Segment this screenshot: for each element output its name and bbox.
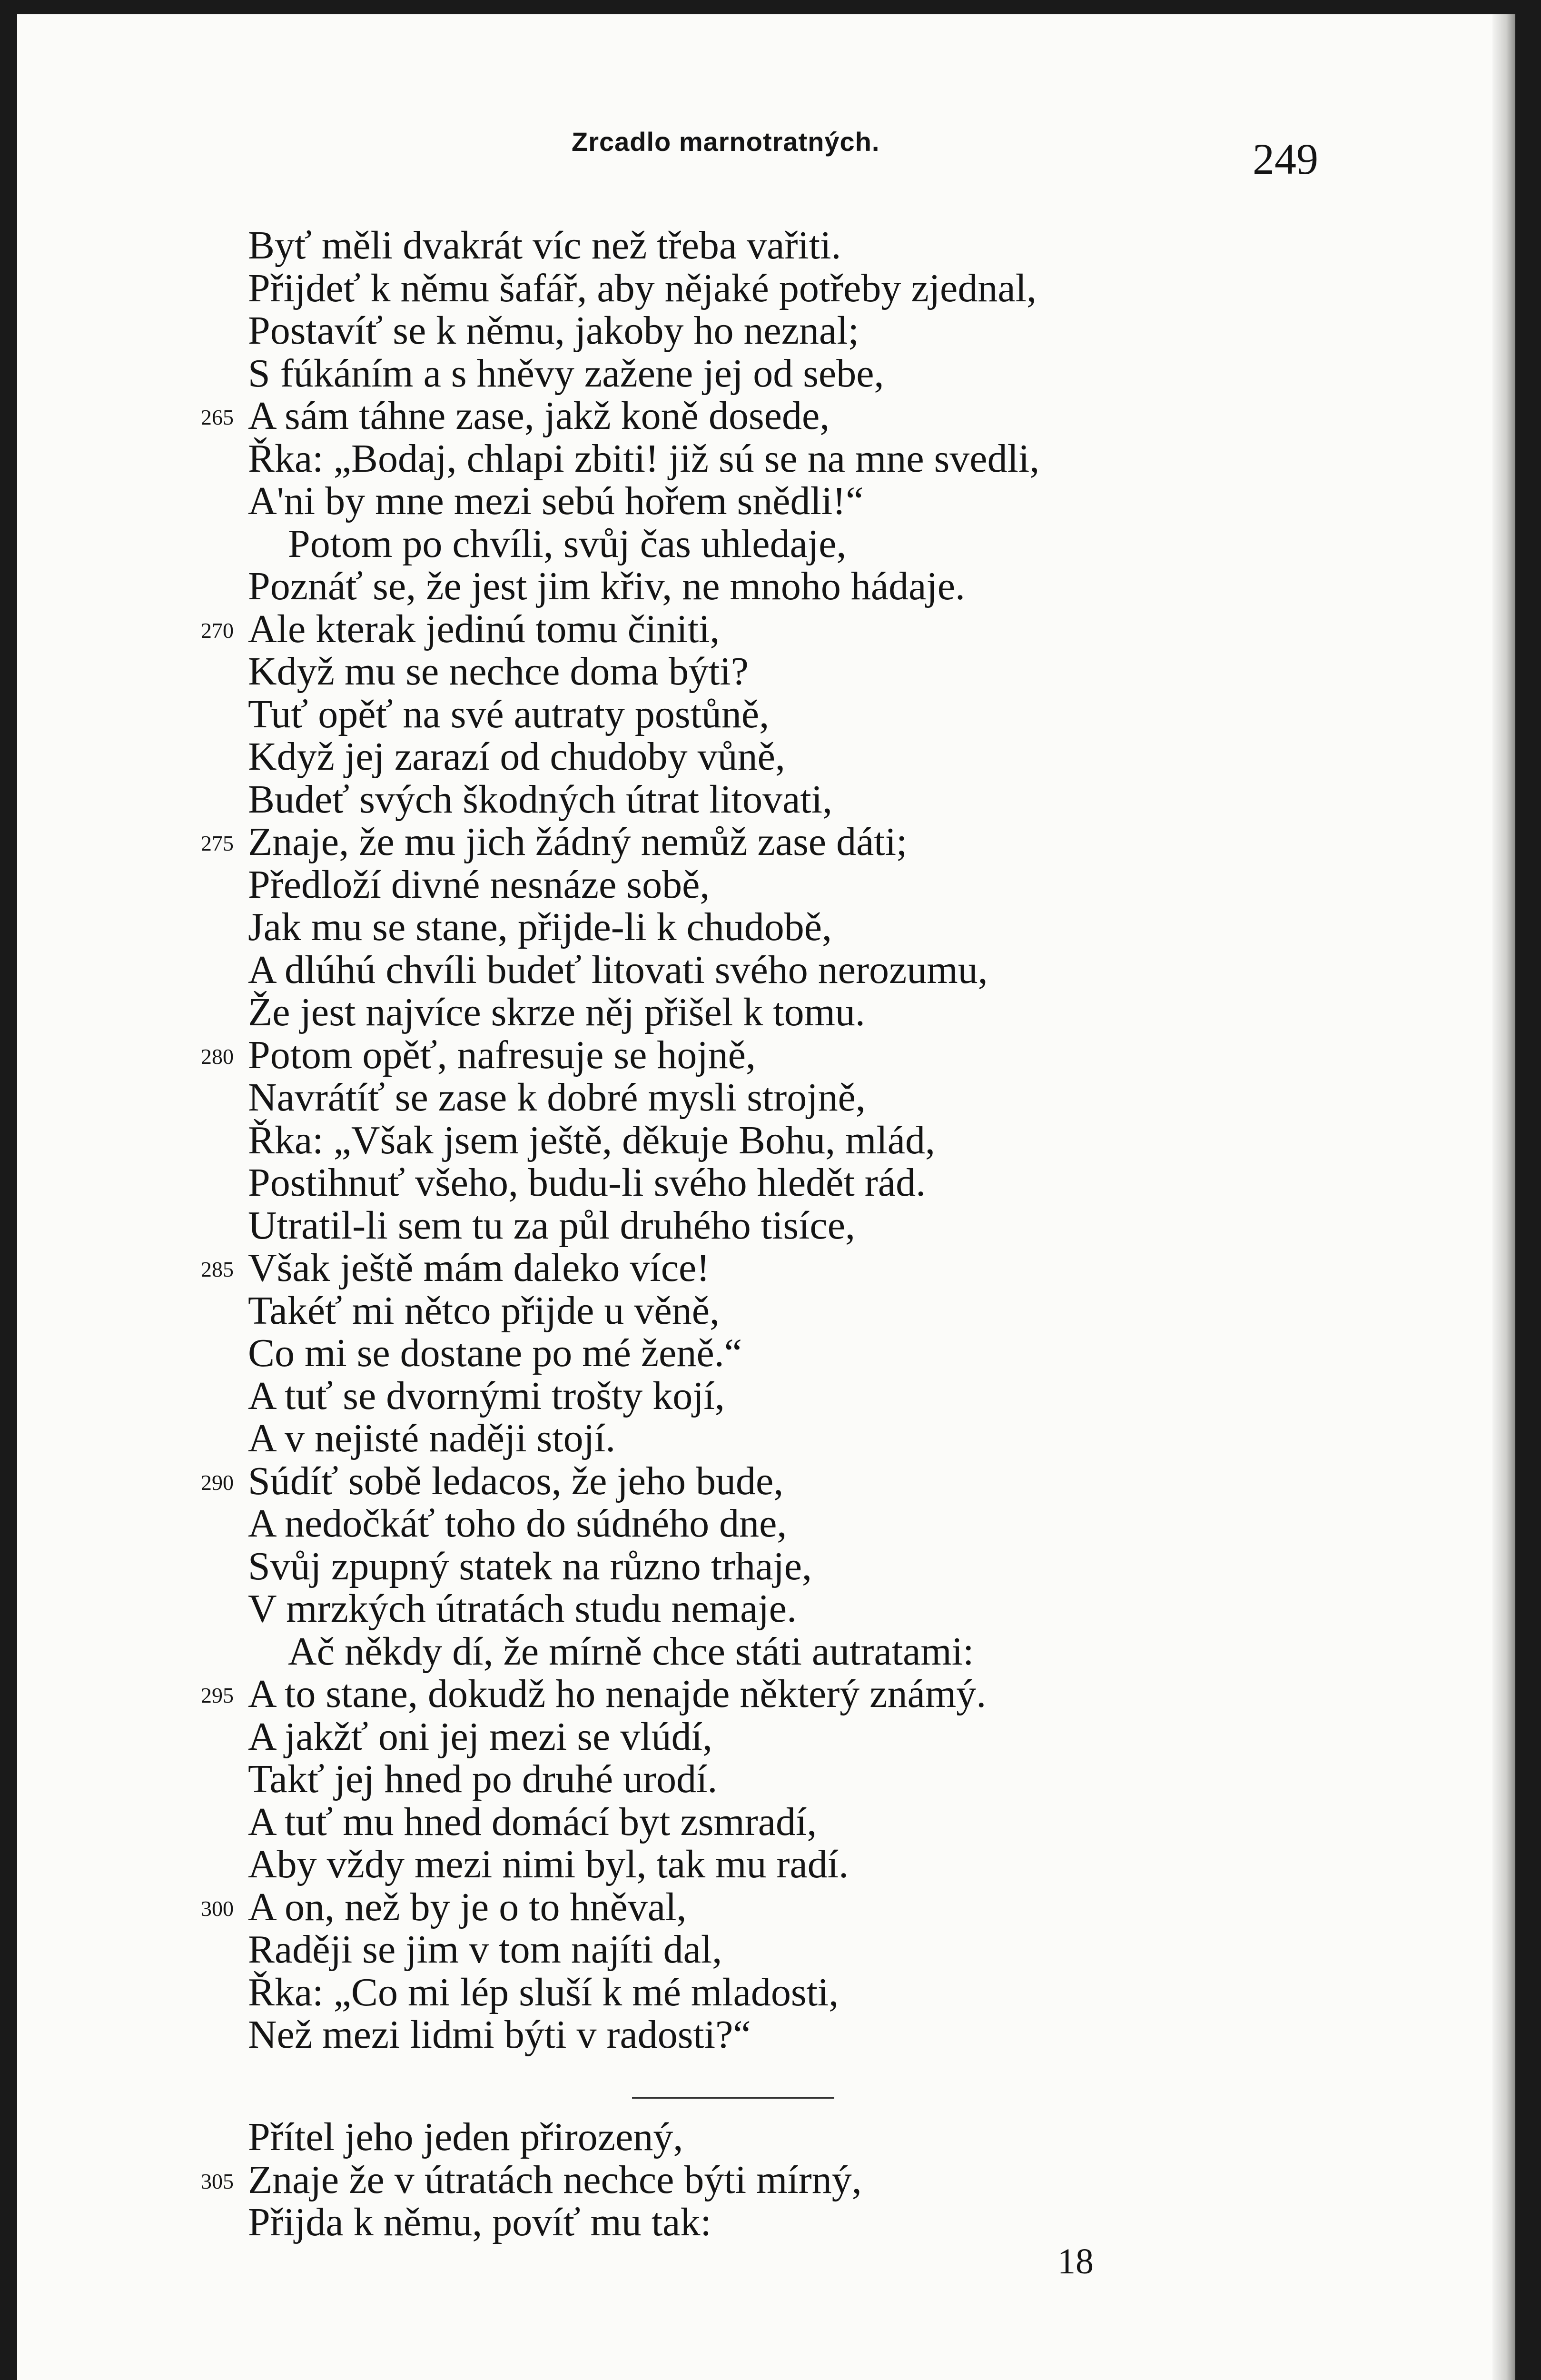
verse-line	[17, 224, 1515, 267]
verse-line	[17, 1843, 1515, 1886]
verse-line	[17, 2201, 1515, 2244]
verse-line	[17, 650, 1515, 693]
verse-line	[17, 991, 1515, 1034]
verse-text: Budeť svých škodných útrat litovati,	[248, 777, 833, 822]
verse-line	[17, 1034, 1515, 1077]
verse-line	[17, 1886, 1515, 1929]
running-header: Zrcadlo marnotratných.	[572, 127, 880, 157]
verse-text: A sám táhne zase, jakž koně dosede,	[248, 394, 830, 438]
verse-text: Aby vždy mezi nimi byl, tak mu radí.	[248, 1842, 849, 1886]
verse-line	[17, 1502, 1515, 1545]
verse-line	[17, 693, 1515, 736]
verse-text: A on, než by je o to hněval,	[248, 1884, 687, 1929]
verse-line	[17, 1076, 1515, 1119]
printer-signature: 18	[1057, 2241, 1094, 2281]
verse-line	[17, 523, 1515, 565]
verse-line	[17, 1247, 1515, 1289]
section-divider	[632, 2097, 834, 2099]
verse-text: Byť měli dvakrát víc než třeba vařiti.	[248, 223, 841, 268]
verse-text: V mrzkých útratách studu nemaje.	[248, 1587, 797, 1631]
verse-line	[17, 2116, 1515, 2159]
verse-text: Přijda k němu, povíť mu tak:	[248, 2200, 711, 2244]
verse-line	[17, 608, 1515, 651]
verse-text: Ale kterak jedinú tomu činiti,	[248, 606, 720, 651]
verse-line	[17, 1545, 1515, 1588]
line-number: 290	[201, 1470, 234, 1495]
verse-text: Než mezi lidmi býti v radosti?“	[248, 2013, 751, 2057]
verse-line	[17, 1119, 1515, 1162]
verse-text: Však ještě mám daleko více!	[248, 1246, 710, 1290]
verse-text: Postavíť se k němu, jakoby ho neznal;	[248, 308, 859, 353]
verse-line	[17, 906, 1515, 949]
verse-text: Jak mu se stane, přijde-li k chudobě,	[248, 905, 832, 949]
verse-text: Ač někdy dí, že mírně chce státi autratami:	[288, 1629, 974, 1674]
verse-line	[17, 437, 1515, 480]
verse-line	[17, 309, 1515, 352]
verse-line	[17, 1417, 1515, 1460]
verse-text: A nedočkáť toho do súdného dne,	[248, 1501, 787, 1546]
verse-text: Řka: „Co mi lép sluší k mé mladosti,	[248, 1970, 839, 2014]
verse-text: Že jest najvíce skrze něj přišel k tomu.	[248, 990, 865, 1034]
verse-text: Utratil-li sem tu za půl druhého tisíce,	[248, 1203, 855, 1248]
verse-text: Súdíť sobě ledacos, že jeho bude,	[248, 1458, 784, 1503]
line-number: 275	[201, 831, 234, 855]
verse-text: Svůj zpupný statek na různo trhaje,	[248, 1544, 812, 1588]
verse-line	[17, 1332, 1515, 1375]
verse-line	[17, 863, 1515, 906]
verse-line	[17, 949, 1515, 992]
verse-line	[17, 1758, 1515, 1801]
verse-text: A jakžť oni jej mezi se vlúdí,	[248, 1714, 713, 1759]
verse-text: A dlúhú chvíli budeť litovati svého nerozumu,	[248, 947, 988, 992]
book-page	[17, 14, 1515, 2380]
verse-text: Takéť mi nětco přijde u věně,	[248, 1288, 720, 1333]
verse-line	[17, 1971, 1515, 2014]
verse-text: Řka: „Však jsem ještě, děkuje Bohu, mlád,	[248, 1118, 936, 1162]
verse-text: Takť jej hned po druhé urodí.	[248, 1757, 718, 1801]
verse-text: Předloží divné nesnáze sobě,	[248, 862, 710, 907]
line-number: 295	[201, 1683, 234, 1707]
verse-text: Řka: „Bodaj, chlapi zbiti! již sú se na mne svedli,	[248, 436, 1040, 481]
verse-text: Znaje že v útratách nechce býti mírný,	[248, 2157, 862, 2202]
verse-line	[17, 1716, 1515, 1758]
verse-line	[17, 267, 1515, 310]
verse-text: Navrátíť se zase k dobré mysli strojně,	[248, 1075, 866, 1120]
verse-text: Když jej zarazí od chudoby vůně,	[248, 734, 785, 779]
verse-line	[17, 395, 1515, 437]
verse-line	[17, 1375, 1515, 1418]
verse-text: Potom opěť, nafresuje se hojně,	[248, 1032, 756, 1077]
line-number: 285	[201, 1257, 234, 1281]
verse-line	[17, 2013, 1515, 2056]
line-number: 270	[201, 618, 234, 643]
verse-line	[17, 565, 1515, 608]
verse-line	[17, 1204, 1515, 1247]
verse-line	[17, 778, 1515, 821]
verse-text: Znaje, že mu jich žádný nemůž zase dáti;	[248, 820, 908, 864]
verse-line	[17, 1801, 1515, 1844]
verse-line	[17, 352, 1515, 395]
verse-text: A v nejisté naději stojí.	[248, 1416, 616, 1460]
page-number: 249	[1253, 135, 1318, 183]
verse-text: A to stane, dokudž ho nenajde některý známý.	[248, 1672, 987, 1716]
verse-text: Potom po chvíli, svůj čas uhledaje,	[288, 521, 847, 566]
verse-text: Přijdeť k němu šafář, aby nějaké potřeby zjednal,	[248, 266, 1037, 310]
verse-text: A tuť mu hned domácí byt zsmradí,	[248, 1799, 817, 1844]
line-number: 265	[201, 405, 234, 429]
verse-text: S fúkáním a s hněvy zažene jej od sebe,	[248, 351, 884, 396]
verse-line	[17, 1928, 1515, 1971]
verse-text: Když mu se nechce doma býti?	[248, 649, 749, 694]
verse-text: Přítel jeho jeden přirozený,	[248, 2115, 683, 2159]
verse-line	[17, 480, 1515, 523]
verse-line	[17, 1161, 1515, 1204]
verse-line	[17, 1587, 1515, 1630]
verse-block	[17, 224, 1515, 2056]
verse-line	[17, 821, 1515, 863]
line-number: 305	[201, 2169, 234, 2193]
verse-text: A'ni by mne mezi sebú hořem snědli!“	[248, 479, 864, 523]
verse-text: Tuť opěť na své autraty postůně,	[248, 692, 770, 736]
verse-line	[17, 1630, 1515, 1673]
verse-block-2	[17, 2116, 1515, 2244]
verse-line	[17, 735, 1515, 778]
verse-text: Poznáť se, že jest jim křiv, ne mnoho hádaje.	[248, 564, 966, 608]
line-number: 300	[201, 1896, 234, 1921]
verse-text: Raději se jim v tom najíti dal,	[248, 1927, 722, 1972]
verse-text: Postihnuť všeho, budu-li svého hledět rád.	[248, 1160, 926, 1205]
verse-line	[17, 1289, 1515, 1332]
verse-text: Co mi se dostane po mé ženě.“	[248, 1331, 742, 1375]
verse-line	[17, 2159, 1515, 2202]
page-edge	[1492, 14, 1515, 2380]
verse-line	[17, 1460, 1515, 1503]
verse-text: A tuť se dvornými trošty kojí,	[248, 1373, 725, 1418]
verse-line	[17, 1673, 1515, 1716]
line-number: 280	[201, 1044, 234, 1069]
